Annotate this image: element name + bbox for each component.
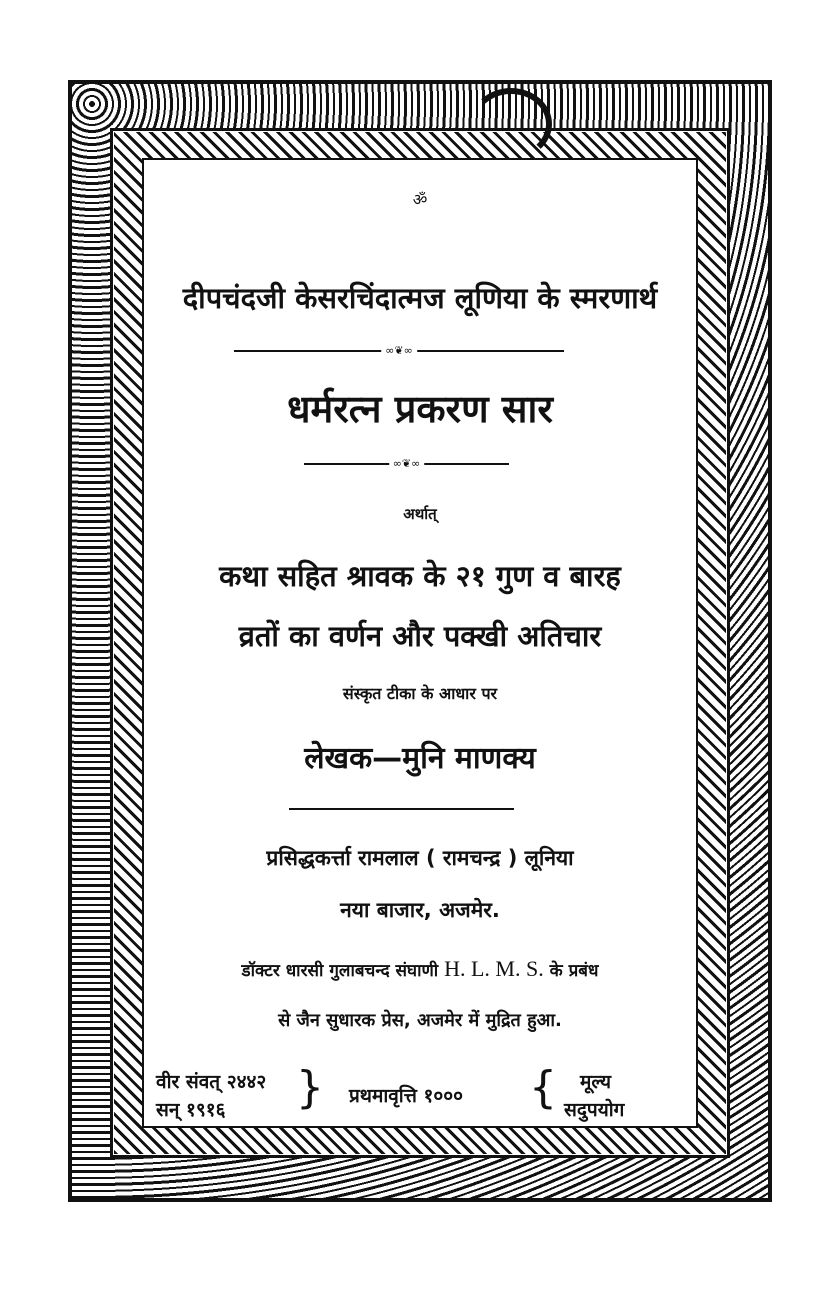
brace: { (529, 1062, 557, 1113)
edition: प्रथमावृत्ति १००० (349, 1085, 463, 1107)
subtitle-line-2: व्रतों का वर्णन और पक्खी अतिचार (238, 619, 602, 653)
price-label: मूल्य (580, 1071, 612, 1093)
publisher-address: नया बाजार, अजमेर. (340, 898, 500, 922)
brace: } (296, 1062, 324, 1113)
price-value: सदुपयोग (564, 1099, 625, 1121)
om-symbol: ॐ (412, 190, 428, 209)
vir-samvat: वीर संवत् २४४२ (156, 1071, 267, 1093)
basis-note: संस्कृत टीका के आधार पर (342, 684, 498, 703)
printer-line-2: से जैन सुधारक प्रेस, अजमेर में मुद्रित हुआ. (278, 1010, 562, 1031)
printer-line-1: डॉक्टर धारसी गुलाबचन्द संघाणी H. L. M. S. के प्रबंध (241, 956, 599, 981)
ink-stain (470, 88, 552, 160)
book-title: धर्मरत्न प्रकरण सार (287, 387, 553, 431)
title-page-frame (142, 158, 698, 1128)
subtitle-line-1: कथा सहित श्रावक के २१ गुण व बारह (219, 559, 621, 593)
dedication: दीपचंदजी केसरचिंदात्मज लूणिया के स्मरणार्थ (182, 281, 658, 315)
divider (289, 808, 514, 810)
divider: ∞❦∞ (234, 350, 564, 352)
arthat: अर्थात् (403, 505, 437, 523)
divider: ∞❦∞ (304, 463, 509, 465)
san-year: सन् १९१६ (156, 1099, 226, 1121)
author: लेखक—मुनि माणक्य (304, 741, 536, 776)
publisher: प्रसिद्धकर्त्ता रामलाल ( रामचन्द्र ) लूनिया (266, 846, 574, 870)
